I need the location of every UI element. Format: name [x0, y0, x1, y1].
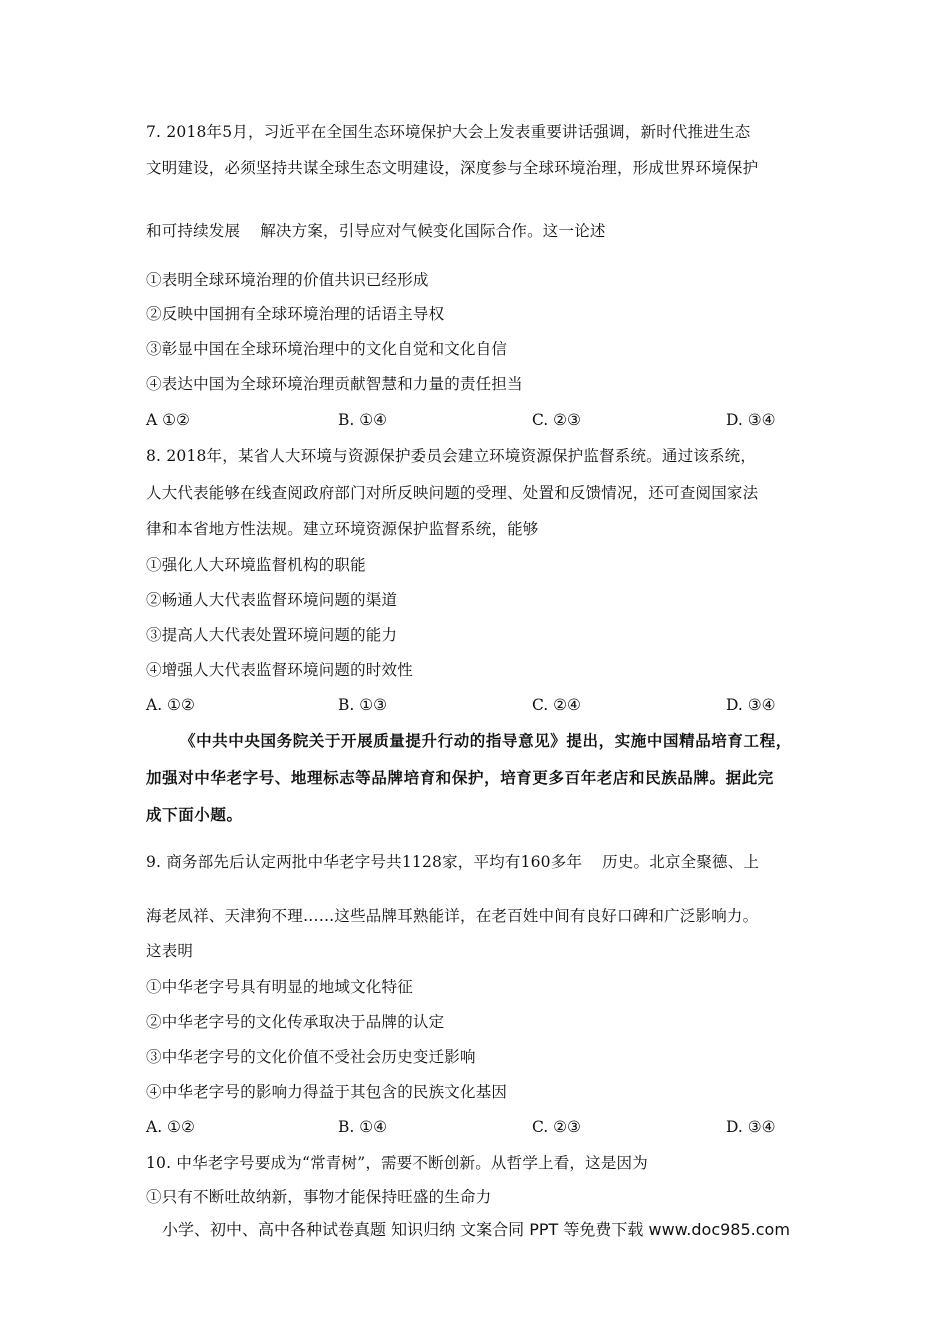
q8-option-b: B. ①③ [338, 696, 388, 714]
q8-option-d: D. ③④ [726, 696, 776, 714]
q7-item-2: ②反映中国拥有全球环境治理的话语主导权 [146, 305, 445, 323]
q7-stem-line-3b: 解决方案，引导应对气候变化国际合作。这一论述 [260, 222, 606, 240]
q8-item-2: ②畅通人大代表监督环境问题的渠道 [146, 591, 398, 609]
q8-option-c: C. ②④ [532, 696, 581, 714]
q9-option-d: D. ③④ [726, 1118, 776, 1136]
q8-stem-line-3: 律和本省地方性法规。建立环境资源保护监督系统，能够 [146, 520, 539, 538]
q7-option-a: A ①② [146, 411, 190, 429]
q7-stem-line-1: 7. 2018年5月，习近平在全国生态环境保护大会上发表重要讲话强调，新时代推进生态 [146, 123, 751, 141]
q9-option-c: C. ②③ [532, 1118, 581, 1136]
q8-item-4: ④增强人大代表监督环境问题的时效性 [146, 661, 413, 679]
q9-option-b: B. ①④ [338, 1118, 388, 1136]
q10-item-1: ①只有不断吐故纳新，事物才能保持旺盛的生命力 [146, 1188, 492, 1206]
q7-stem-line-3 [146, 221, 606, 241]
q7-option-c: C. ②③ [532, 411, 581, 429]
q7-item-3: ③彰显中国在全球环境治理中的文化自觉和文化自信 [146, 340, 508, 358]
q9-stem-line-1a: 9. 商务部先后认定两批中华老字号共1128家，平均有160多年 [146, 853, 583, 871]
q9-stem-line-3: 这表明 [146, 942, 194, 960]
q8-item-3: ③提高人大代表处置环境问题的能力 [146, 626, 398, 644]
q9-option-a: A. ①② [146, 1118, 195, 1136]
material-line-2: 加强对中华老字号、地理标志等品牌培育和保护，培育更多百年老店和民族品牌。据此完 [146, 768, 774, 787]
q8-item-1: ①强化人大环境监督机构的职能 [146, 556, 366, 574]
material-line-1: 《中共中央国务院关于开展质量提升行动的指导意见》提出，实施中国精品培育工程， [180, 731, 792, 750]
q7-stem-line-2: 文明建设，必须坚持共谋全球生态文明建设，深度参与全球环境治理，形成世界环境保护 [146, 159, 759, 177]
footer-watermark: 小学、初中、高中各种试卷真题 知识归纳 文案合同 PPT 等免费下载 www.doc985.com [162, 1220, 790, 1239]
q9-item-4: ④中华老字号的影响力得益于其包含的民族文化基因 [146, 1083, 508, 1101]
q7-option-d: D. ③④ [726, 411, 776, 429]
material-line-3: 成下面小题。 [146, 805, 243, 824]
q9-item-3: ③中华老字号的文化价值不受社会历史变迁影响 [146, 1048, 476, 1066]
q8-option-a: A. ①② [146, 696, 195, 714]
q9-item-2: ②中华老字号的文化传承取决于品牌的认定 [146, 1013, 445, 1031]
q8-stem-line-1: 8. 2018年，某省人大环境与资源保护委员会建立环境资源保护监督系统。通过该系统， [146, 447, 757, 465]
q8-stem-line-2: 人大代表能够在线查阅政府部门对所反映问题的受理、处置和反馈情况，还可查阅国家法 [146, 484, 759, 502]
q9-item-1: ①中华老字号具有明显的地域文化特征 [146, 978, 413, 996]
q7-item-4: ④表达中国为全球环境治理贡献智慧和力量的责任担当 [146, 375, 523, 393]
q9-stem-line-2: 海老凤祥、天津狗不理……这些品牌耳熟能详，在老百姓中间有良好口碑和广泛影响力。 [146, 907, 759, 925]
q7-item-1: ①表明全球环境治理的价值共识已经形成 [146, 271, 429, 289]
q10-stem-line-1: 10. 中华老字号要成为“常青树”，需要不断创新。从哲学上看，这是因为 [146, 1154, 648, 1172]
q9-stem-line-1b: 历史。北京全聚德、上 [602, 853, 760, 871]
q9-stem-line-1 [146, 852, 759, 872]
q7-stem-line-3a: 和可持续发展 [146, 222, 241, 240]
q7-option-b: B. ①④ [338, 411, 388, 429]
